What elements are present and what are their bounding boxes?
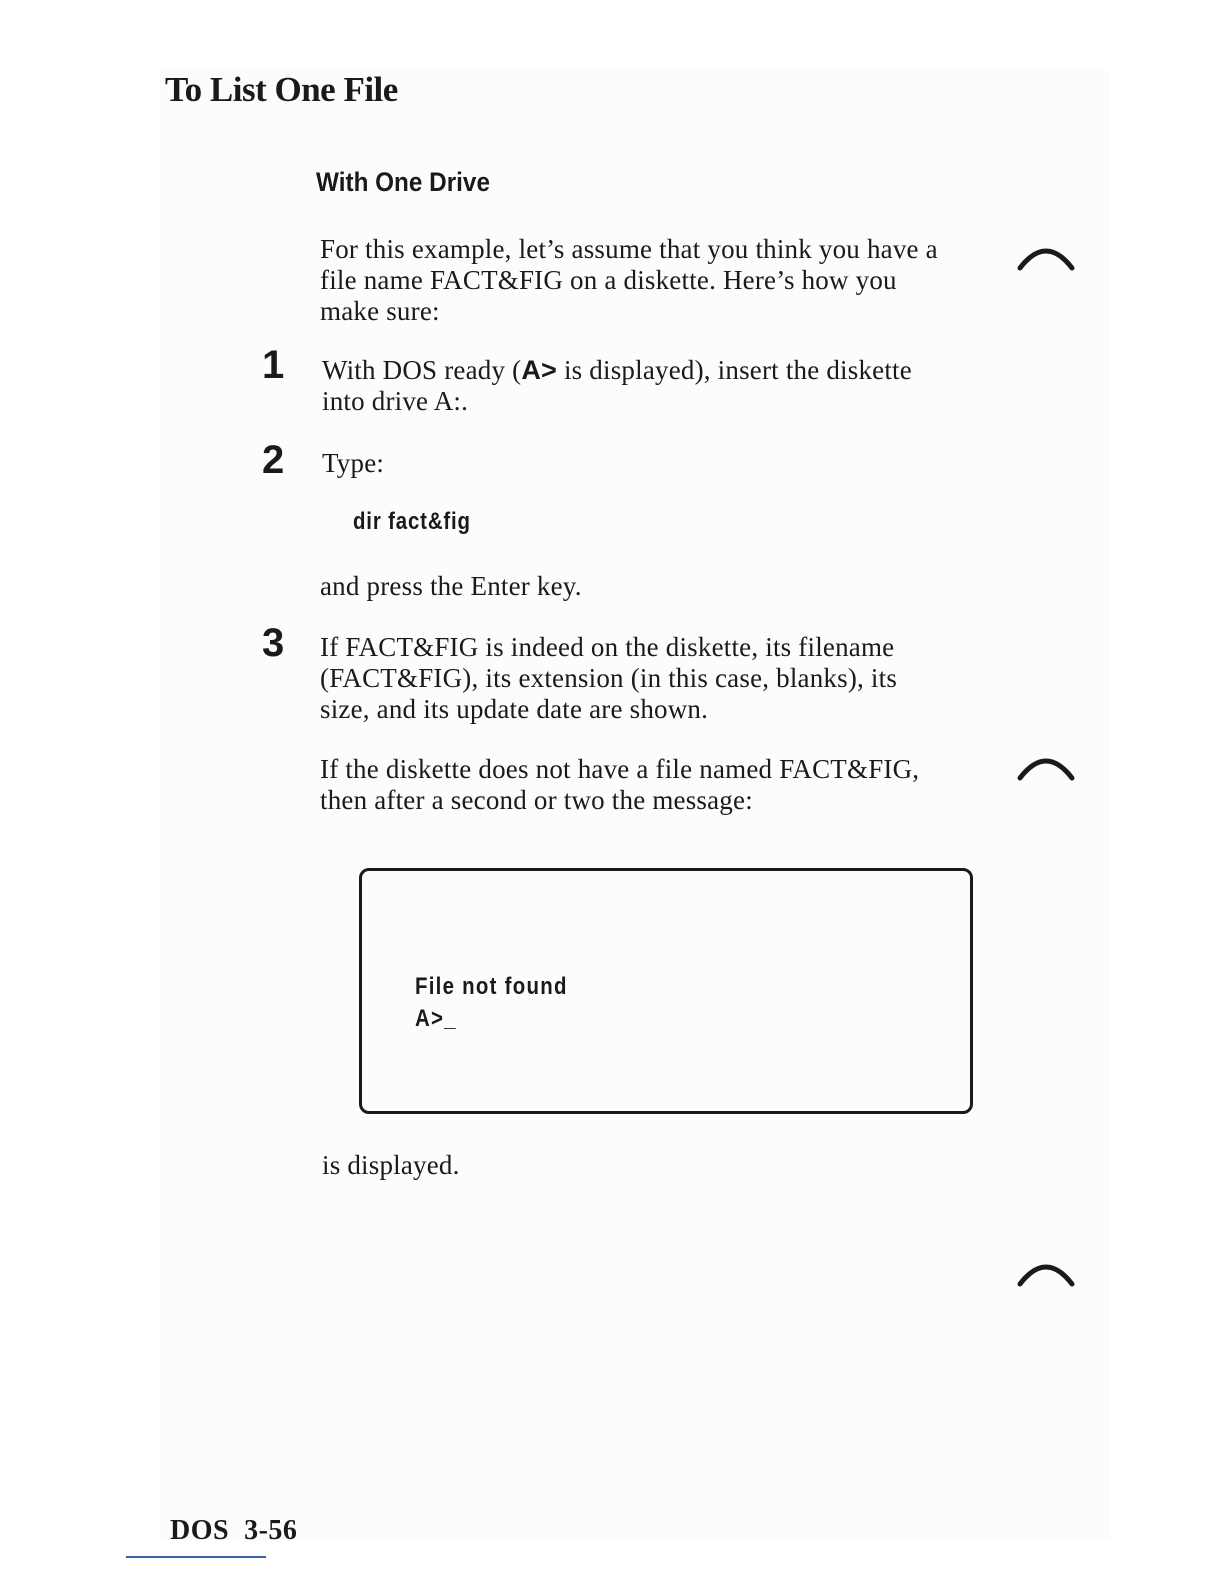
step-text: and press the Enter key. <box>320 571 582 601</box>
step-number: 3 <box>262 621 285 665</box>
binding-arc-icon <box>1016 752 1076 782</box>
binding-arc-icon <box>1016 242 1076 272</box>
page-title: To List One File <box>165 70 398 109</box>
closing-text: is displayed. <box>322 1150 460 1180</box>
step-text: Type: <box>322 448 385 478</box>
footer-label: DOS <box>170 1515 230 1546</box>
step-text-line: If FACT&FIG is indeed on the diskette, its filename <box>320 632 895 662</box>
step-text-part: into drive A:. <box>322 386 469 416</box>
command-text: dir fact&fig <box>353 508 471 535</box>
step-number: 2 <box>262 438 285 482</box>
page-number: 3-56 <box>244 1515 298 1546</box>
step-text-part: is displayed), insert the diskette <box>557 355 912 385</box>
screen-message: File not found <box>415 973 568 1000</box>
followup-paragraph <box>320 754 919 816</box>
dos-prompt: A> <box>521 355 557 385</box>
step-text-line: size, and its update date are shown. <box>320 694 709 724</box>
step-text-line: If the diskette does not have a file named FACT&FIG, <box>320 754 920 784</box>
binding-arc-icon <box>1016 1258 1076 1288</box>
screen-display <box>359 868 973 1114</box>
screen-prompt: A>_ <box>415 1005 457 1032</box>
step-number: 1 <box>262 343 285 387</box>
page-footer <box>170 1515 297 1547</box>
intro-line: make sure: <box>320 296 440 326</box>
step-text <box>320 632 897 725</box>
footer-rule <box>126 1556 266 1558</box>
step-text-part: With DOS ready ( <box>322 355 522 385</box>
section-title: With One Drive <box>316 167 490 197</box>
step-text <box>322 355 912 417</box>
intro-line: For this example, let’s assume that you think you have a <box>320 234 938 264</box>
intro-line: file name FACT&FIG on a diskette. Here’s how you <box>320 265 897 295</box>
step-text-line: (FACT&FIG), its extension (in this case, blanks), its <box>320 663 898 693</box>
step-text-line: then after a second or two the message: <box>320 785 753 815</box>
intro-paragraph <box>320 234 938 327</box>
